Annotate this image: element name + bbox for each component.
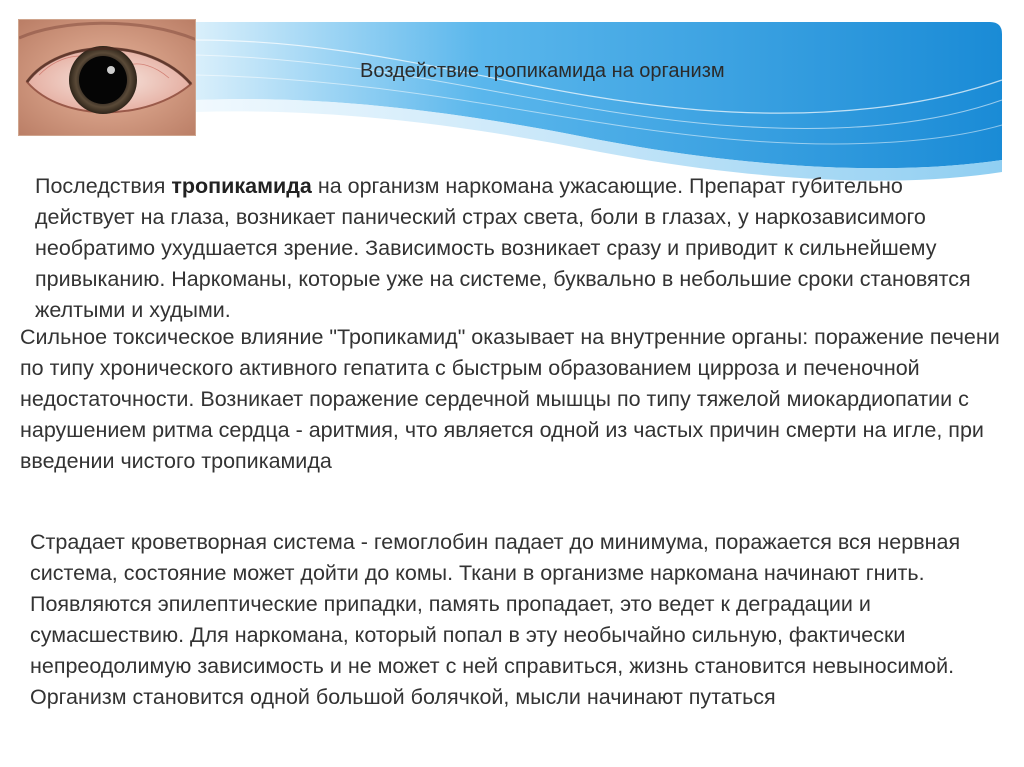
paragraph-1-rest: на организм наркомана ужасающие. Препарат губительно действует на глаза, возникает панический страх света, боли в глазах, у наркозависимого необратимо ухудшается зрение. Зависимость возникает сразу и приводит к сильнейшему привыканию. Наркоманы, которые уже на системе, буквально в небольшие сроки становятся желтыми и худыми. (35, 174, 971, 322)
eye-photo-icon (19, 20, 196, 136)
paragraph-1-emphasis: тропикамида (171, 174, 312, 198)
slide-title: Воздействие тропикамида на организм (360, 60, 725, 82)
paragraph-blood-nervous-system: Страдает кроветворная система - гемоглобин падает до минимума, поражается вся нервная система, состояние может дойти до комы. Ткани в организме наркомана начинают гнить. Появляются эпилептические припадки, память пропадает, это ведет к деградации и сумасшествию. Для наркомана, который попал в эту необычайно сильную, фактически непреодолимую зависимость и не может с ней справиться, жизнь становится невыносимой. Организм становится одной большой болячкой, мысли начинают путаться (30, 530, 961, 709)
paragraph-consequences (35, 171, 975, 326)
eye-photo (18, 19, 196, 136)
paragraph-internal-organs: Сильное токсическое влияние "Тропикамид" оказывает на внутренние органы: поражение печени по типу хронического активного гепатита с быстрым образованием цирроза и печеночной недостаточности. Возникает поражение сердечной мышцы по типу тяжелой миокардиопатии с нарушением ритма сердца - аритмия, что является одной из частых причин смерти на игле, при введении чистого тропикамида (20, 325, 1000, 473)
paragraph-1-lead: Последствия (35, 174, 172, 198)
